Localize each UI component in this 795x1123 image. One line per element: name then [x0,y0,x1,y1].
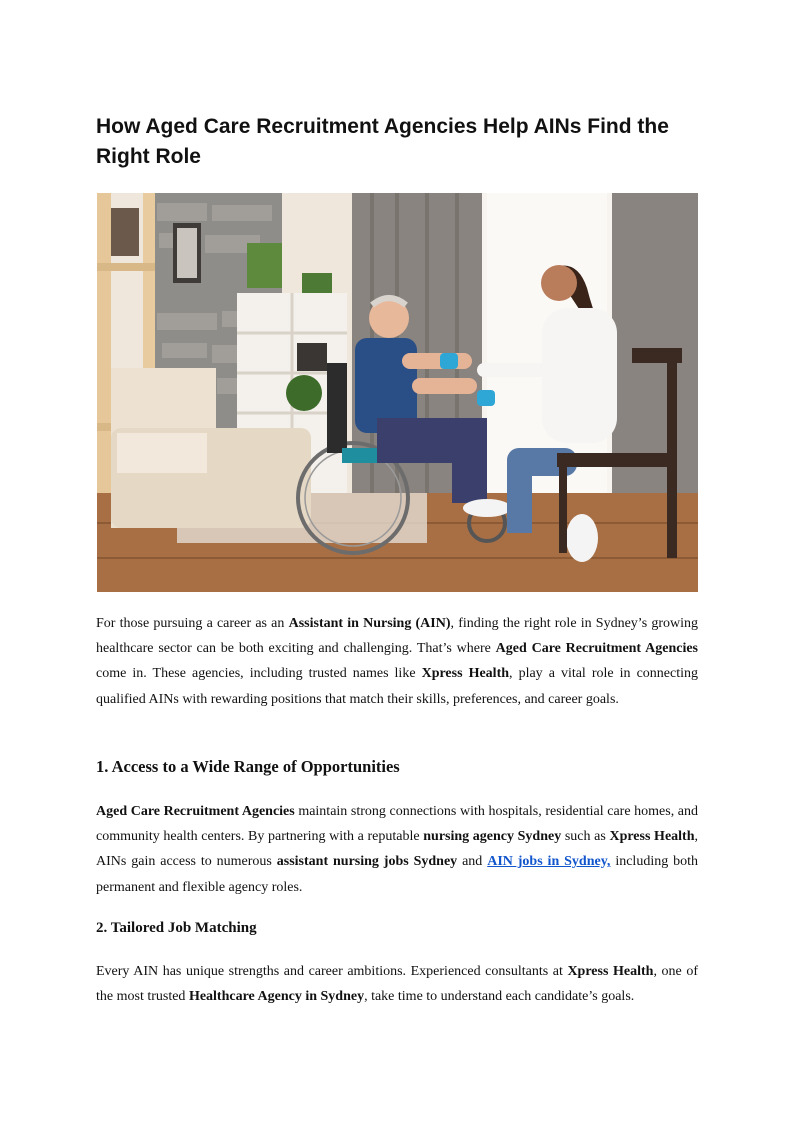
article-title: How Aged Care Recruitment Agencies Help AINs Find the Right Role [96,115,669,168]
section1-paragraph: Aged Care Recruitment Agencies maintain strong connections with hospitals, residential care homes, and community health centers. By partnering with a reputable nursing agency Sydney such as Xpress Health, AINs gain access to numerous assistant nursing jobs Sydney and AIN jobs in Sydney, including both permanent and flexible agency roles. [96,804,699,895]
ain-jobs-sydney-link[interactable]: AIN jobs in Sydney, [487,854,611,870]
section-heading-opportunities: 1. Access to a Wide Range of Opportunities [96,757,400,776]
hero-photo-nurse-assisting-patient [97,193,698,592]
section2-paragraph: Every AIN has unique strengths and career ambitions. Experienced consultants at Xpress Health, one of the most trusted Healthcare Agency in Sydney, take time to understand each candidate’s goals. [96,964,698,1005]
intro-paragraph: For those pursuing a career as an Assistant in Nursing (AIN), finding the right role in Sydney’s growing healthcare sector can be both exciting and challenging. That’s where Aged Care Recruitment Agencies come in. These agencies, including trusted names like Xpress Health, play a vital role in connecting qualified AINs with rewarding positions that match their skills, preferences, and career goals. [96,616,699,707]
section-heading-job-matching: 2. Tailored Job Matching [96,920,257,936]
